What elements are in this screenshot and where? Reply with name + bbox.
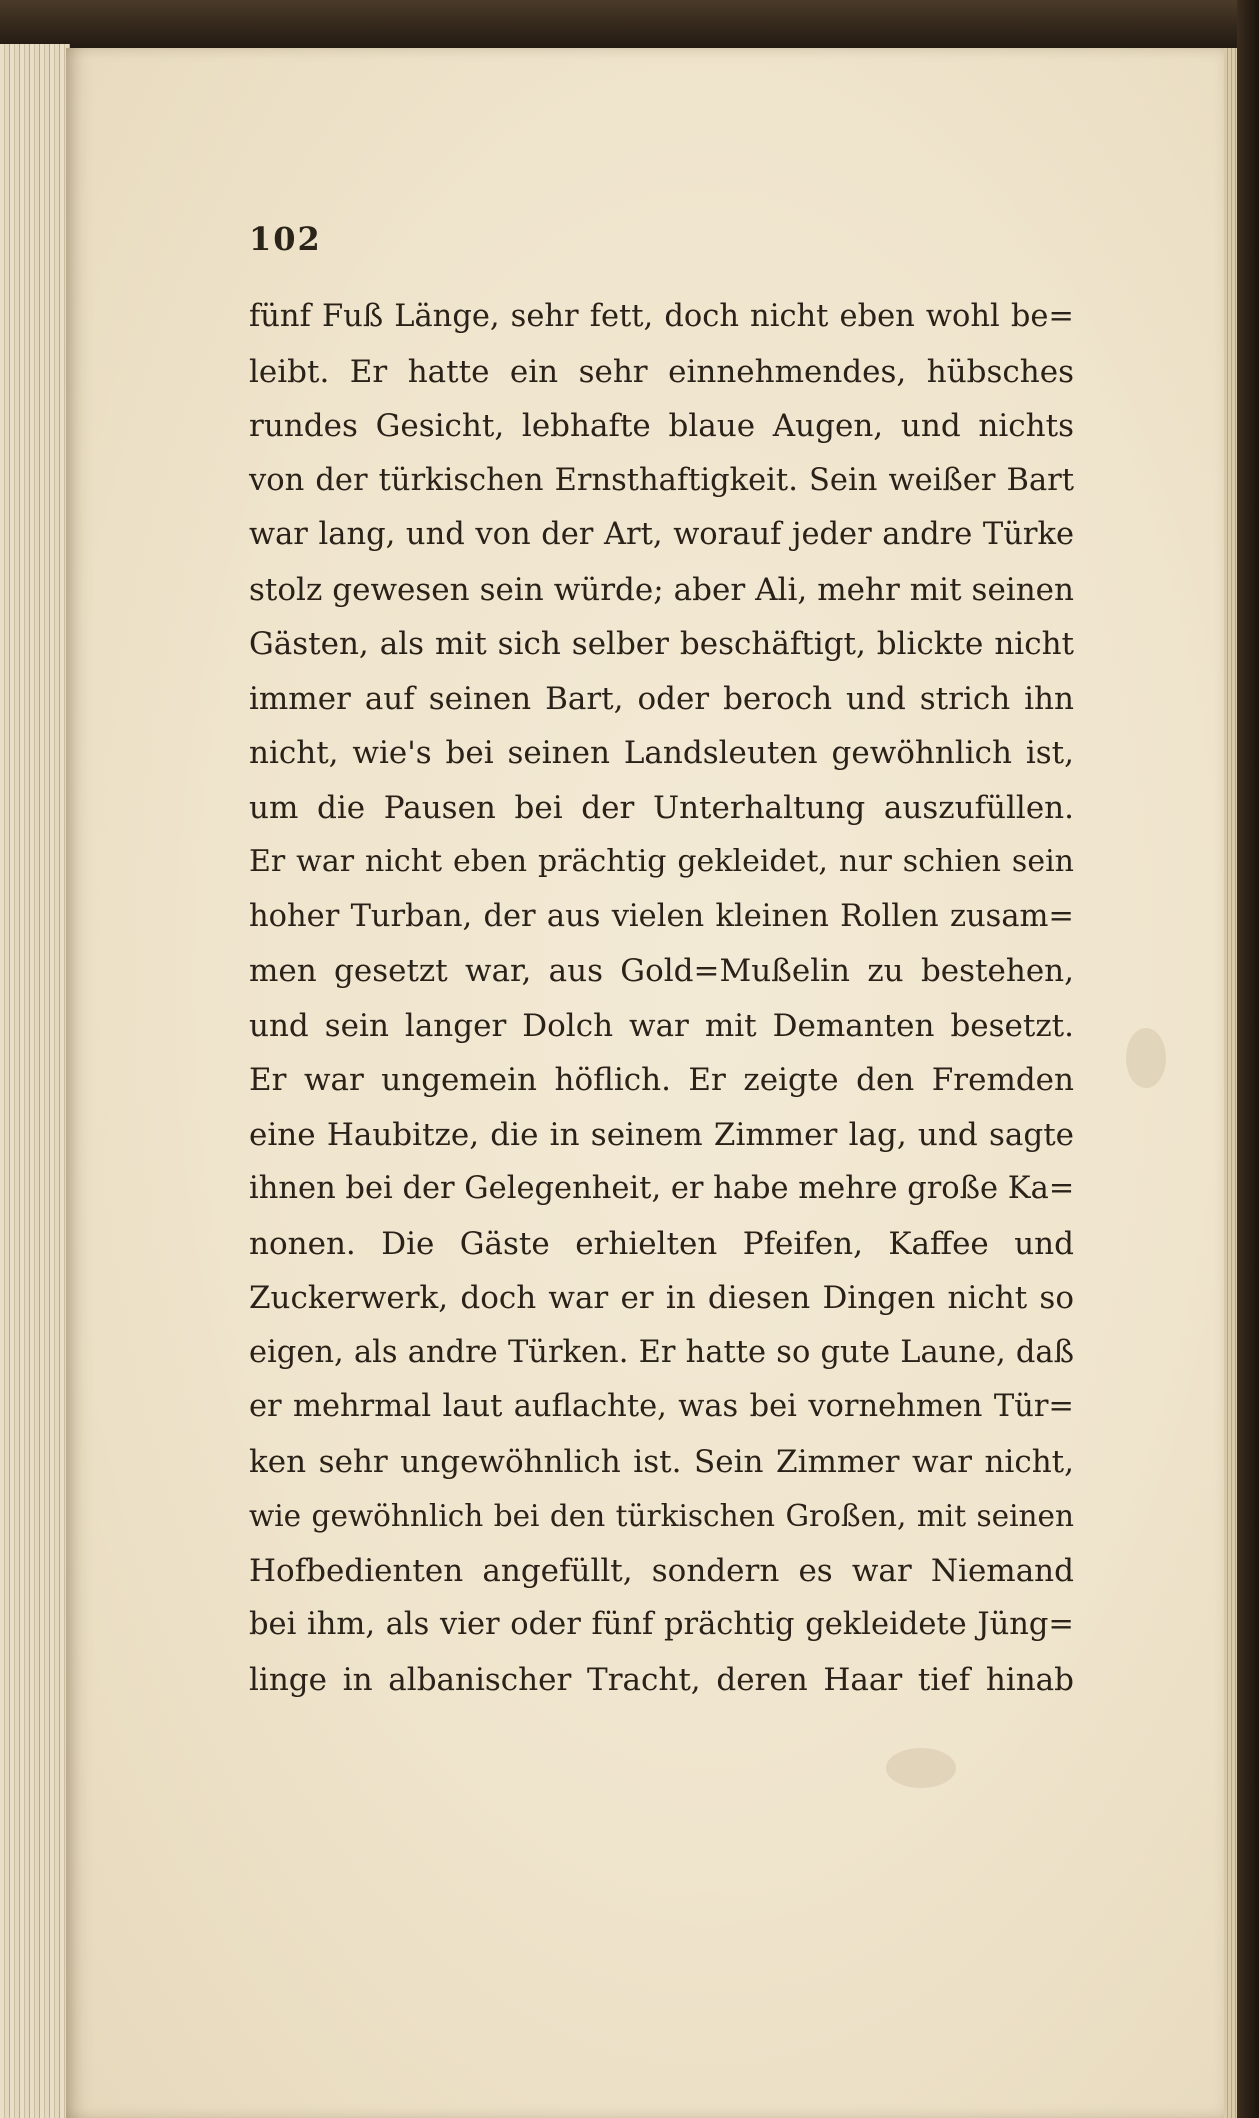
text-line: men gesetzt war, aus Gold=Mußelin zu bestehen, — [249, 953, 1074, 989]
text-line: und sein langer Dolch war mit Demanten besetzt. — [249, 1007, 1074, 1044]
text-line: er mehrmal laut auflachte, was bei vornehmen Tür= — [249, 1389, 1074, 1424]
text-line: linge in albanischer Tracht, deren Haar tief hinab — [249, 1661, 1074, 1698]
text-line: fünf Fuß Länge, sehr fett, doch nicht eben wohl be= — [249, 299, 1074, 334]
text-line: eigen, als andre Türken. Er hatte so gute Laune, daß — [249, 1334, 1074, 1370]
text-line: leibt. Er hatte ein sehr einnehmendes, hübsches — [249, 353, 1074, 390]
paper-stain — [886, 1748, 956, 1788]
text-line: um die Pausen bei der Unterhaltung auszufüllen. — [249, 789, 1074, 826]
text-line: war lang, und von der Art, worauf jeder andre Türke — [249, 517, 1074, 552]
page-edges-right — [1224, 48, 1238, 2118]
text-line: nicht, wie's bei seinen Landsleuten gewöhnlich ist, — [249, 735, 1074, 771]
text-line: eine Haubitze, die in seinem Zimmer lag, und sagte — [249, 1116, 1074, 1153]
text-line: nonen. Die Gäste erhielten Pfeifen, Kaffee und — [249, 1225, 1074, 1262]
text-line: ihnen bei der Gelegenheit, er habe mehre große Ka= — [249, 1171, 1075, 1206]
text-line: von der türkischen Ernsthaftigkeit. Sein weißer Bart — [249, 462, 1074, 498]
text-line: Er war ungemein höflich. Er zeigte den Fremden — [249, 1062, 1074, 1098]
text-line: immer auf seinen Bart, oder beroch und strich ihn — [249, 680, 1074, 717]
text-line: Er war nicht eben prächtig gekleidet, nur schien sein — [249, 844, 1074, 879]
page-edges-left — [0, 44, 70, 2118]
text-line: stolz gewesen sein würde; aber Ali, mehr mit seinen — [249, 571, 1074, 608]
text-line: Hofbedienten angefüllt, sondern es war Niemand — [249, 1552, 1074, 1589]
text-line: hoher Turban, der aus vielen kleinen Rollen zusam= — [249, 898, 1074, 934]
text-line: bei ihm, als vier oder fünf prächtig gekleidete Jüng= — [249, 1607, 1074, 1642]
text-line: Gästen, als mit sich selber beschäftigt, blickte nicht — [249, 626, 1074, 662]
book-cover-right — [1237, 0, 1259, 2118]
text-line: Zuckerwerk, doch war er in diesen Dingen nicht so — [249, 1280, 1074, 1316]
page-number: 102 — [249, 220, 322, 258]
text-line: rundes Gesicht, lebhafte blaue Augen, und nichts — [249, 408, 1074, 444]
body-text — [249, 290, 1074, 1707]
text-line: wie gewöhnlich bei den türkischen Großen, mit seinen — [249, 1499, 1074, 1533]
paper-stain — [1126, 1028, 1166, 1088]
book-cover-top — [0, 0, 1259, 52]
text-line: ken sehr ungewöhnlich ist. Sein Zimmer war nicht, — [249, 1443, 1074, 1480]
